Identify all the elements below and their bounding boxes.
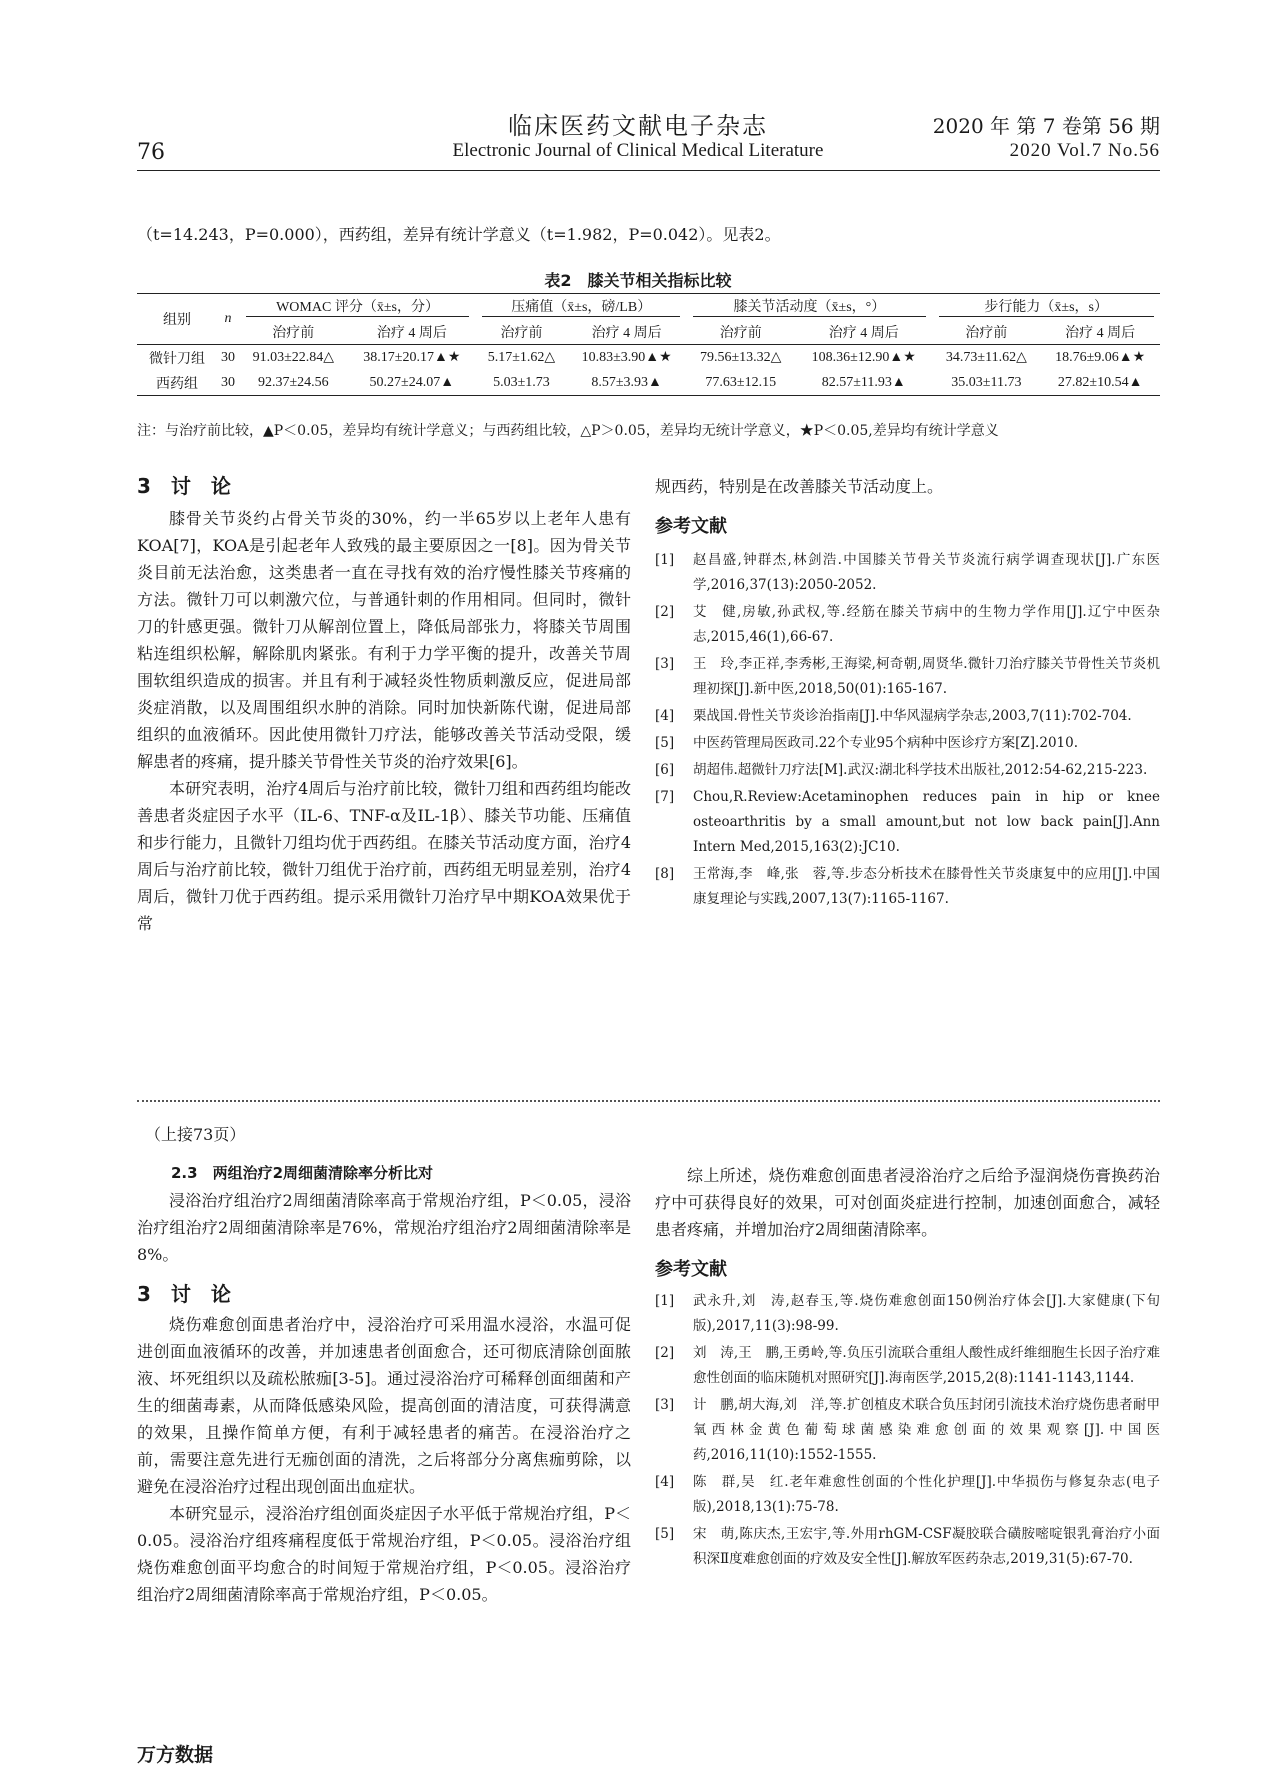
reference-text: 陈 群,吴 红.老年难愈性创面的个性化护理[J].中华损伤与修复杂志(电子版),2018,13(1):75-78.: [693, 1474, 1160, 1515]
table-cell: 108.36±12.90▲★: [811, 350, 916, 365]
reference-number: [4]: [655, 708, 675, 724]
upper-right-column: [655, 473, 1160, 914]
table-cell: 18.76±9.06▲★: [1055, 350, 1146, 365]
reference-number: [2]: [655, 604, 675, 620]
table-cell: 82.57±11.93▲: [821, 374, 906, 390]
footer-watermark: 万方数据: [137, 1744, 214, 1766]
table-2: [137, 293, 1160, 396]
subheader: 治疗 4 周后: [1065, 325, 1136, 341]
table-cell: 5.17±1.62△: [487, 350, 556, 365]
references-heading: 参考文献: [655, 516, 727, 537]
reference-text: 艾 健,房敏,孙武权,等.经筋在膝关节病中的生物力学作用[J].辽宁中医杂志,2015,46(1),66-67.: [693, 604, 1160, 645]
reference-number: [1]: [655, 1293, 675, 1309]
table-note: 注：与治疗前比较，▲P＜0.05，差异均有统计学意义；与西药组比较，△P＞0.05，差异均无统计学意义，★P＜0.05,差异均有统计学意义: [137, 423, 999, 439]
paragraph: 本研究显示，浸浴治疗组创面炎症因子水平低于常规治疗组，P＜0.05。浸浴治疗组疼痛程度低于常规治疗组，P＜0.05。浸浴治疗组烧伤难愈创面平均愈合的时间短于常规治疗组，P＜0.05。浸浴治疗组治疗2周细菌清除率高于常规治疗组，P＜0.05。: [137, 1504, 631, 1604]
reference-item: [655, 1470, 1160, 1520]
table-cell: 27.82±10.54▲: [1057, 374, 1143, 390]
table-cell: 92.37±24.56: [257, 374, 329, 390]
table-cell: 8.57±3.93▲: [591, 374, 662, 390]
journal-title-en: Electronic Journal of Clinical Medical Literature: [452, 140, 824, 161]
reference-text: 武永升,刘 涛,赵春玉,等.烧伤难愈创面150例治疗体会[J].大家健康(下旬版),2017,11(3):98-99.: [693, 1293, 1160, 1334]
reference-item: [655, 1289, 1160, 1339]
row-label: 西药组: [156, 376, 198, 392]
reference-item: [655, 731, 1160, 756]
reference-item: [655, 652, 1160, 702]
group-header-walking: 步行能力（x̄±s，s）: [939, 296, 1154, 317]
upper-left-column: [137, 470, 631, 937]
lower-left-column: [137, 1162, 631, 1608]
article-divider: [137, 1100, 1160, 1102]
col-group-header: 组别: [137, 294, 217, 345]
reference-text: 王 玲,李正祥,李秀彬,王海梁,柯奇朝,周贤华.微针刀治疗膝关节骨性关节炎机理初探[J].新中医,2018,50(01):165-167.: [693, 656, 1160, 697]
reference-text: 栗战国.骨性关节炎诊治指南[J].中华风湿病学杂志,2003,7(11):702-704.: [693, 708, 1132, 724]
reference-item: [655, 862, 1160, 912]
header-rule: [137, 170, 1160, 171]
reference-number: [6]: [655, 762, 675, 778]
table-cell: 34.73±11.62△: [945, 350, 1027, 365]
reference-text: 胡超伟.超微针刀疗法[M].武汉:湖北科学技术出版社,2012:54-62,215-223.: [693, 762, 1148, 778]
paragraph: 烧伤难愈创面患者治疗中，浸浴治疗可采用温水浸浴，水温可促进创面血液循环的改善，并加速患者创面愈合，还可彻底清除创面脓液、坏死组织以及疏松脓痂[3-5]。通过浸浴治疗可稀释创面细菌和产生的细菌毒素，从而降低感染风险，提高创面的清洁度，可获得满意的效果，且操作简单方便，有利于减轻患者的痛苦。在浸浴治疗之前，需要注意先进行无痂创面的清洗，之后将部分分离焦痂剪除，以避免在浸浴治疗过程出现创面出血症状。: [137, 1315, 631, 1496]
references-heading: 参考文献: [655, 1259, 727, 1280]
paragraph: 综上所述，烧伤难愈创面患者浸浴治疗之后给予湿润烧伤膏换药治疗中可获得良好的效果，可对创面炎症进行控制，加速创面愈合，减轻患者疼痛，并增加治疗2周细菌清除率。: [655, 1166, 1160, 1239]
reference-number: [4]: [655, 1474, 675, 1490]
reference-text: 刘 涛,王 鹏,王勇岭,等.负压引流联合重组人酸性成纤维细胞生长因子治疗难愈性创面的临床随机对照研究[J].海南医学,2015,2(8):1141-1143,1144.: [693, 1345, 1160, 1386]
group-header-womac: WOMAC 评分（x̄±s，分）: [246, 296, 470, 317]
subheader: 治疗前: [965, 325, 1008, 341]
reference-text: 赵昌盛,钟群杰,林剑浩.中国膝关节骨关节炎流行病学调查现状[J].广东医学,2016,37(13):2050-2052.: [693, 552, 1160, 593]
reference-item: [655, 1393, 1160, 1468]
table-cell: 79.56±13.32△: [700, 350, 782, 365]
table-cell: 35.03±11.73: [951, 374, 1022, 390]
reference-number: [7]: [655, 789, 675, 805]
continued-marker: （上接73页）: [145, 1125, 246, 1144]
table-cell: 77.63±12.15: [705, 374, 777, 390]
reference-text: 王常海,李 峰,张 蓉,等.步态分析技术在膝骨性关节炎康复中的应用[J].中国康复理论与实践,2007,13(7):1165-1167.: [693, 866, 1160, 907]
reference-number: [1]: [655, 552, 675, 568]
subheader: 治疗 4 周后: [591, 325, 662, 341]
paragraph: 规西药，特别是在改善膝关节活动度上。: [655, 477, 944, 496]
table-cell: 38.17±20.17▲★: [363, 350, 461, 365]
subheader: 治疗前: [272, 325, 315, 341]
reference-text: 计 鹏,胡大海,刘 洋,等.扩创植皮术联合负压封闭引流技术治疗烧伤患者耐甲氧西林金黄色葡萄球菌感染难愈创面的效果观察[J].中国医药,2016,11(10):1552-1555.: [693, 1397, 1160, 1463]
lower-right-column: [655, 1162, 1160, 1574]
reference-number: [3]: [655, 1397, 675, 1413]
section-heading: 3 讨 论: [137, 1282, 231, 1306]
paragraph: 膝骨关节炎约占骨关节炎的30%，约一半65岁以上老年人患有KOA[7]，KOA是引起老年人致残的最主要原因之一[8]。因为骨关节炎目前无法治愈，这类患者一直在寻找有效的治疗慢性膝关节疼痛的方法。微针刀可以刺激穴位，与普通针刺的作用相同。但同时，微针刀的针感更强。微针刀从解剖位置上，降低局部张力，将膝关节周围粘连组织松解，解除肌肉紧张。有利于力学平衡的提升，改善关节周围软组织造成的损害。并且有利于减轻炎性物质刺激反应，促进局部炎症消散，以及周围组织水肿的消除。同时加快新陈代谢，促进局部组织的血液循环。因此使用微针刀疗法，能够改善关节活动受限，缓解患者的疼痛，提升膝关节骨性关节炎的治疗效果[6]。: [137, 509, 631, 771]
section-heading: 3 讨 论: [137, 474, 231, 498]
table-caption: 表2 膝关节相关指标比较: [544, 271, 732, 290]
row-label: 微针刀组: [149, 351, 205, 367]
reference-item: [655, 758, 1160, 783]
table-cell: 50.27±24.07▲: [369, 374, 455, 390]
issue-cn: 2020 年 第 7 卷第 56 期: [932, 114, 1160, 138]
reference-number: [5]: [655, 735, 675, 751]
page-number: 76: [137, 140, 165, 165]
issue-en: 2020 Vol.7 No.56: [1009, 140, 1160, 161]
reference-number: [3]: [655, 656, 675, 672]
reference-item: [655, 785, 1160, 860]
col-n-header: n: [217, 294, 239, 345]
reference-text: 宋 萌,陈庆杰,王宏宇,等.外用rhGM-CSF凝胶联合磺胺嘧啶银乳膏治疗小面积深Ⅱ度难愈创面的疗效及安全性[J].解放军医药杂志,2019,31(5):67-70.: [693, 1526, 1160, 1567]
reference-text: 中医药管理局医政司.22个专业95个病种中医诊疗方案[Z].2010.: [693, 735, 1078, 751]
reference-item: [655, 704, 1160, 729]
reference-number: [2]: [655, 1345, 675, 1361]
reference-number: [5]: [655, 1526, 675, 1542]
table-row: [137, 370, 1160, 396]
reference-item: [655, 1341, 1160, 1391]
reference-text: Chou,R.Review:Acetaminophen reduces pain in hip or knee osteoarthritis by a small amount,but not low back pain[J].Ann Intern Med,2015,163(2):JC10.: [693, 789, 1160, 855]
reference-item: [655, 600, 1160, 650]
paragraph: 浸浴治疗组治疗2周细菌清除率高于常规治疗组，P＜0.05，浸浴治疗组治疗2周细菌清除率是76%，常规治疗组治疗2周细菌清除率是8%。: [137, 1191, 631, 1264]
subsection-heading: 2.3 两组治疗2周细菌清除率分析比对: [171, 1164, 434, 1182]
journal-title-cn: 临床医药文献电子杂志: [508, 112, 768, 140]
table-row: [137, 345, 1160, 371]
row-n: 30: [221, 349, 235, 365]
reference-item: [655, 548, 1160, 598]
reference-item: [655, 1522, 1160, 1572]
table-cell: 91.03±22.84△: [252, 350, 335, 365]
subheader: 治疗前: [500, 325, 543, 341]
row-n: 30: [221, 374, 235, 390]
group-header-tenderness: 压痛值（x̄±s，磅/LB）: [482, 296, 680, 317]
subheader: 治疗 4 周后: [828, 325, 899, 341]
group-header-rom: 膝关节活动度（x̄±s，°）: [693, 296, 925, 317]
paragraph: 本研究表明，治疗4周后与治疗前比较，微针刀组和西药组均能改善患者炎症因子水平（IL-6、TNF-α及IL-1β）、膝关节功能、压痛值和步行能力，且微针刀组均优于西药组。在膝关节活动度方面，治疗4周后与治疗前比较，微针刀组优于治疗前，西药组无明显差别，治疗4周后，微针刀优于西药组。提示采用微针刀治疗早中期KOA效果优于常: [137, 779, 631, 933]
table-cell: 10.83±3.90▲★: [581, 350, 672, 365]
subheader: 治疗 4 周后: [376, 325, 447, 341]
intro-line: （t=14.243，P=0.000），西药组，差异有统计学意义（t=1.982，P=0.042）。见表2。: [137, 225, 781, 244]
subheader: 治疗前: [719, 325, 762, 341]
table-cell: 5.03±1.73: [493, 374, 550, 390]
reference-number: [8]: [655, 866, 675, 882]
